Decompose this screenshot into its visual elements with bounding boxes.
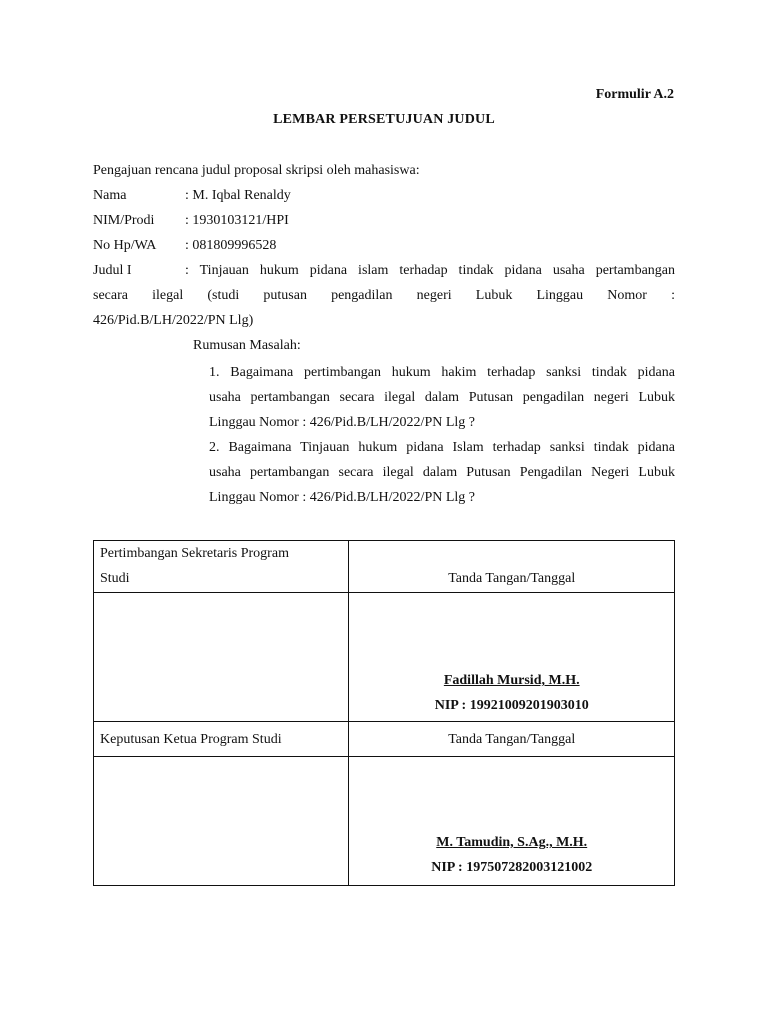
secretary-notes-cell	[94, 593, 349, 722]
table-row-head-header	[94, 722, 675, 757]
phone-label: No Hp/WA	[93, 238, 157, 253]
intro-text: Pengajuan rencana judul proposal skripsi oleh mahasiswa:	[93, 163, 420, 178]
problem-question-2	[209, 435, 675, 510]
name-value: : M. Iqbal Renaldy	[185, 188, 291, 203]
problem-question-1	[209, 360, 675, 435]
head-notes-cell	[94, 757, 349, 886]
thesis-title-line-2: secara ilegal (studi putusan pengadilan negeri Lubuk Linggau Nomor :	[93, 288, 675, 303]
question-1-line-1: 1. Bagaimana pertimbangan hukum hakim terhadap sanksi tindak pidana	[209, 365, 675, 380]
name-label: Nama	[93, 188, 127, 203]
thesis-title-line-3: 426/Pid.B/LH/2022/PN Llg)	[93, 313, 254, 328]
thesis-title-line-1	[185, 258, 675, 283]
table-row-secretary-sign	[94, 593, 675, 722]
head-name: M. Tamudin, S.Ag., M.H.	[436, 835, 588, 850]
secretary-signature-header-cell	[349, 541, 675, 593]
head-nip: NIP : 197507282003121002	[431, 860, 593, 875]
thesis-title-block-2	[93, 283, 675, 333]
secretary-name: Fadillah Mursid, M.H.	[443, 673, 580, 688]
phone-value: : 081809996528	[185, 238, 277, 253]
document-title: LEMBAR PERSETUJUAN JUDUL	[273, 112, 495, 127]
head-signature-header-cell	[349, 722, 675, 757]
thesis-title-block	[185, 258, 675, 283]
head-decision-label: Keputusan Ketua Program Studi	[100, 731, 282, 747]
secretary-label-line-2: Studi	[100, 571, 130, 586]
question-2-line-3: Linggau Nomor : 426/Pid.B/LH/2022/PN Llg ?	[209, 490, 475, 505]
nim-value: : 1930103121/HPI	[185, 213, 289, 228]
head-signature-header: Tanda Tangan/Tanggal	[448, 731, 576, 747]
table-row-head-sign	[94, 757, 675, 886]
question-2-line-2: usaha pertambangan secara ilegal dalam Putusan Pengadilan Negeri Lubuk	[209, 465, 675, 480]
nim-label: NIM/Prodi	[93, 213, 155, 228]
secretary-nip: NIP : 19921009201903010	[434, 698, 589, 713]
question-2-line-1: 2. Bagaimana Tinjauan hukum pidana Islam terhadap sanksi tindak pidana	[209, 440, 675, 455]
secretary-label-line-1: Pertimbangan Sekretaris Program	[100, 546, 289, 561]
secretary-consideration-label-cell	[94, 541, 349, 593]
thesis-title-label: Judul I	[93, 263, 132, 278]
problem-statement-heading: Rumusan Masalah:	[193, 338, 301, 353]
head-signature-cell[interactable]	[349, 757, 675, 886]
table-row-secretary-header	[94, 541, 675, 593]
approval-table	[93, 540, 675, 886]
thesis-title-line-1-text: : Tinjauan hukum pidana islam terhadap tindak pidana usaha pertambangan	[185, 263, 675, 278]
question-1-line-2: usaha pertambangan secara ilegal dalam Putusan pengadilan negeri Lubuk	[209, 390, 675, 405]
question-1-line-3: Linggau Nomor : 426/Pid.B/LH/2022/PN Llg ?	[209, 415, 475, 430]
secretary-signature-header: Tanda Tangan/Tanggal	[448, 571, 576, 586]
head-decision-label-cell	[94, 722, 349, 757]
secretary-signature-cell[interactable]	[349, 593, 675, 722]
form-code: Formulir A.2	[595, 87, 674, 102]
